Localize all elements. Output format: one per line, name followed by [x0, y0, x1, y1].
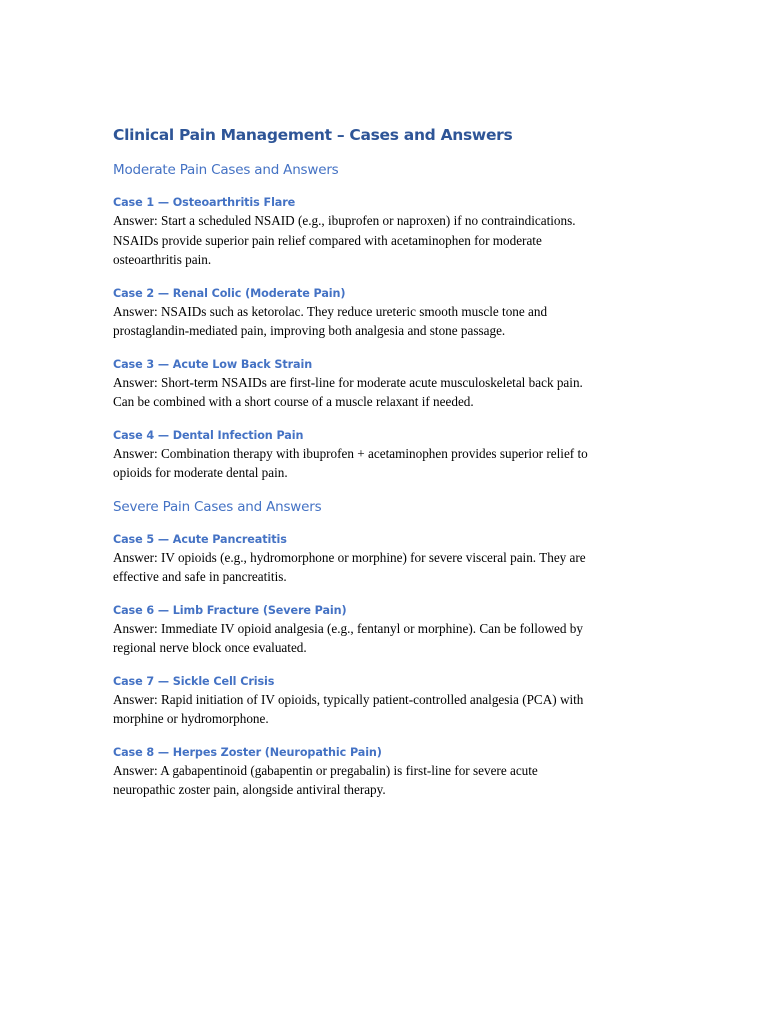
case-answer — [113, 211, 673, 270]
section-heading-moderate: Moderate Pain Cases and Answers — [113, 162, 339, 178]
case-answer — [113, 444, 673, 483]
answer-line: Answer: Combination therapy with ibuprofen + acetaminophen provides superior relief to — [113, 445, 588, 461]
answer-line: osteoarthritis pain. — [113, 252, 212, 267]
answer-line: Answer: NSAIDs such as ketorolac. They reduce ureteric smooth muscle tone and — [113, 303, 548, 319]
answer-line: Answer: Immediate IV opioid analgesia (e.g., fentanyl or morphine). Can be followed by — [113, 620, 583, 636]
answer-line: neuropathic zoster pain, alongside antiviral therapy. — [113, 782, 386, 797]
page-title: Clinical Pain Management – Cases and Answers — [113, 126, 513, 144]
case-8 — [113, 744, 673, 800]
case-6 — [113, 602, 673, 658]
answer-line: Can be combined with a short course of a muscle relaxant if needed. — [113, 394, 474, 409]
answer-line: Answer: A gabapentinoid (gabapentin or pregabalin) is first-line for severe acute — [113, 762, 538, 778]
case-answer — [113, 548, 673, 587]
case-heading: Case 6 — Limb Fracture (Severe Pain) — [113, 603, 347, 617]
answer-line: morphine or hydromorphone. — [113, 711, 269, 726]
case-answer — [113, 373, 673, 412]
answer-line: opioids for moderate dental pain. — [113, 465, 288, 480]
answer-line: Answer: Short-term NSAIDs are first-line for moderate acute musculoskeletal back pain. — [113, 374, 583, 390]
answer-line: Answer: IV opioids (e.g., hydromorphone or morphine) for severe visceral pain. They are — [113, 549, 586, 565]
case-heading: Case 1 — Osteoarthritis Flare — [113, 196, 296, 209]
document-body — [113, 123, 673, 800]
answer-line: effective and safe in pancreatitis. — [113, 569, 287, 584]
case-heading: Case 2 — Renal Colic (Moderate Pain) — [113, 286, 346, 300]
answer-line: Answer: Rapid initiation of IV opioids, typically patient-controlled analgesia (PCA) with — [113, 691, 584, 707]
case-2 — [113, 285, 673, 341]
answer-line: Answer: Start a scheduled NSAID (e.g., ibuprofen or naproxen) if no contraindications. — [113, 213, 576, 228]
case-answer — [113, 302, 673, 341]
case-heading: Case 5 — Acute Pancreatitis — [113, 532, 287, 546]
case-4 — [113, 427, 673, 483]
case-heading: Case 4 — Dental Infection Pain — [113, 428, 304, 442]
section-heading-severe: Severe Pain Cases and Answers — [113, 498, 322, 515]
case-answer — [113, 761, 673, 800]
case-5 — [113, 531, 673, 587]
case-heading: Case 3 — Acute Low Back Strain — [113, 357, 313, 371]
case-answer — [113, 690, 673, 729]
case-heading: Case 8 — Herpes Zoster (Neuropathic Pain) — [113, 745, 382, 759]
case-answer — [113, 619, 673, 658]
case-3 — [113, 356, 673, 412]
answer-line: prostaglandin-mediated pain, improving both analgesia and stone passage. — [113, 323, 506, 338]
case-1 — [113, 194, 673, 270]
case-heading: Case 7 — Sickle Cell Crisis — [113, 674, 275, 688]
answer-line: regional nerve block once evaluated. — [113, 640, 307, 655]
case-7 — [113, 673, 673, 729]
answer-line: NSAIDs provide superior pain relief compared with acetaminophen for moderate — [113, 232, 542, 248]
